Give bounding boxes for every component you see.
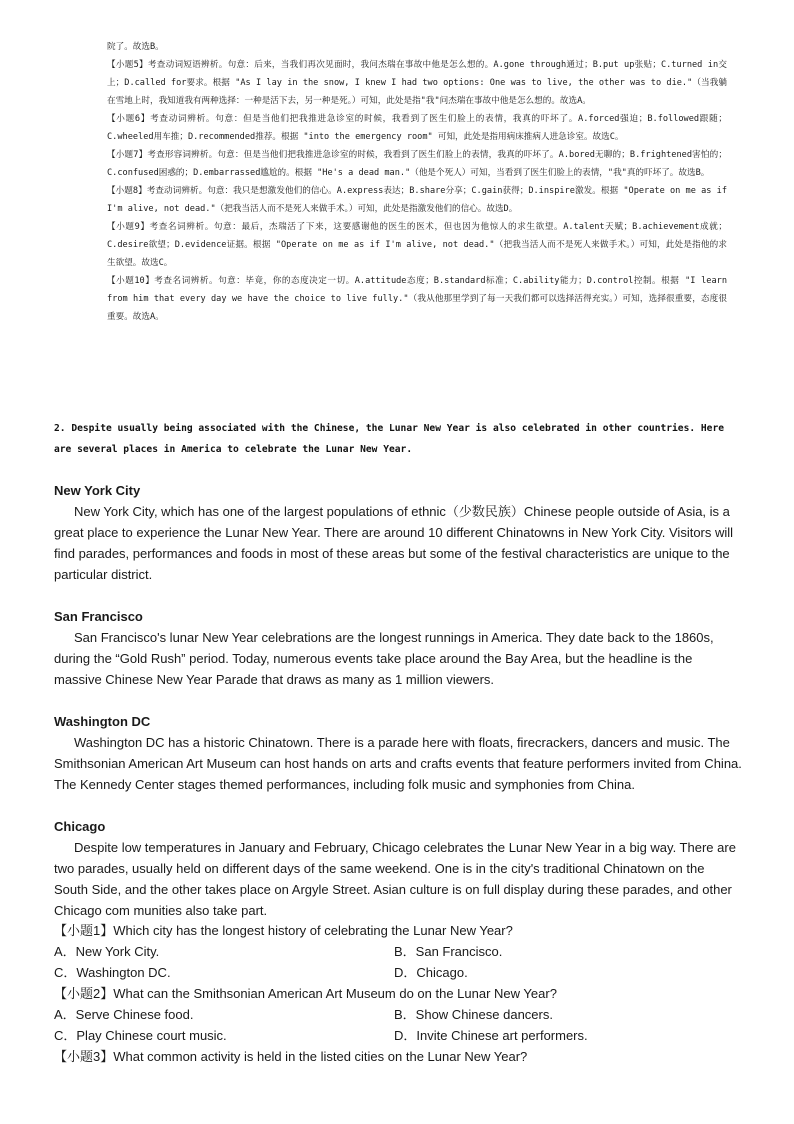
option-a: A．Serve Chinese food. xyxy=(54,1007,194,1022)
option-b: B．Show Chinese dancers. xyxy=(394,1007,553,1022)
question-stem: 【小题1】Which city has the longest history of celebrating the Lunar New Year? xyxy=(54,923,513,938)
explanation-paragraph: 【小题7】考查形容词辨析。句意：但是当他们把我推进急诊室的时候，我看到了医生们脸上的表情，我真的吓坏了。A.bored无聊的；B.frightened害怕的；C.confused困惑的；D.embarrassed尴尬的。根据 "He's a dead man."（他是个死人）可知，当看到了医生们脸上的表情，"我"真的吓坏了。故选B。 xyxy=(107,150,727,178)
passage-intro xyxy=(54,418,744,460)
question-stem: 【小题2】What can the Smithsonian American Art Museum do on the Lunar New Year? xyxy=(54,986,557,1001)
option-row xyxy=(54,1025,742,1046)
option-d: D．Chicago. xyxy=(394,965,468,980)
section-new-york xyxy=(54,480,742,585)
option-d: D．Invite Chinese art performers. xyxy=(394,1028,588,1043)
option-row xyxy=(54,962,742,983)
section-washington-dc xyxy=(54,711,742,795)
explanation-paragraph: 【小题6】考查动词辨析。句意：但是当他们把我推进急诊室的时候，我看到了医生们脸上的表情，我真的吓坏了。A.forced强迫；B.followed跟随；C.wheeled用车推；D.recommended推荐。根据 "into the emergency room" 可知，此处是指用病床推病人进急诊室。故选C。 xyxy=(107,114,727,142)
passage-intro-text: 2. Despite usually being associated with the Chinese, the Lunar New Year is also celebrated in other countries. Here are several places in America to celebrate the Lunar New Year. xyxy=(54,423,725,455)
explanation-paragraph: 【小题5】考查动词短语辨析。句意：后来，当我们再次见面时，我问杰瑞在事故中他是怎么想的。A.gone through通过；B.put up张贴；C.turned in交上；D.called for要求。根据 "As I lay in the snow, I knew I had two options: One was to live, the other was to die."（当我躺在雪地上时，我知道我有两种选择：一种是活下去，另一种是死。）可知，此处是指"我"问杰瑞在事故中他是怎么想的。故选A。 xyxy=(107,60,727,106)
section-title: Washington DC xyxy=(54,714,151,729)
option-b: B．San Francisco. xyxy=(394,944,503,959)
explanation-paragraph: 院了。故选B。 xyxy=(107,42,164,52)
section-san-francisco xyxy=(54,606,742,690)
explanation-paragraph: 【小题8】考查动词辨析。句意：我只是想激发他们的信心。A.express表达；B.share分享；C.gain获得；D.inspire激发。根据 "Operate on me as if I'm alive, not dead."（把我当活人而不是死人来做手术。）可知，此处是指激发他们的信心。故选D。 xyxy=(107,186,727,214)
option-row xyxy=(54,1004,742,1025)
option-c: C．Washington DC. xyxy=(54,965,171,980)
question-list xyxy=(54,920,742,1067)
section-title: San Francisco xyxy=(54,609,143,624)
question-stem: 【小题3】What common activity is held in the listed cities on the Lunar New Year? xyxy=(54,1049,528,1064)
section-paragraph: New York City, which has one of the largest populations of ethnic（少数民族）Chinese people outside of Asia, is a great place to experience the Lunar New Year. There are around 10 different Chinatowns in New York City. Visitors will find parades, performances and foods in most of these areas but some of the festival characteristics are unique to the particular district. xyxy=(54,504,734,582)
option-a: A．New York City. xyxy=(54,944,160,959)
answer-explanations xyxy=(107,38,727,326)
section-chicago xyxy=(54,816,742,921)
section-paragraph: San Francisco's lunar New Year celebrations are the longest runnings in America. They date back to the 1860s, during the “Gold Rush” period. Today, numerous events take place around the Bay Area, but the headline is the massive Chinese New Year Parade that draws as many as 1 million viewers. xyxy=(54,630,714,687)
section-title: Chicago xyxy=(54,819,106,834)
explanation-paragraph: 【小题10】考查名词辨析。句意：毕竟，你的态度决定一切。A.attitude态度；B.standard标准；C.ability能力；D.control控制。根据 "I learn from him that every day we have the choice to live fully."（我从他那里学到了每一天我们都可以选择活得充实。）可知，选择很重要，态度很重要。故选A。 xyxy=(107,276,727,322)
explanation-paragraph: 【小题9】考查名词辨析。句意：最后，杰瑞活了下来，这要感谢他的医生的医术，但也因为他惊人的求生欲望。A.talent天赋；B.achievement成就；C.desire欲望；D.evidence证据。根据 "Operate on me as if I'm alive, not dead."（把我当活人而不是死人来做手术。）可知，此处是指他的求生欲望。故选C。 xyxy=(107,222,727,268)
section-paragraph: Despite low temperatures in January and February, Chicago celebrates the Lunar New Year in a big way. There are two parades, usually held on different days of the same weekend. One is in the city's traditional Chinatown on the South Side, and the other takes place on Argyle Street. Asian culture is on full display during these parades, and other Chicago com munities also take part. xyxy=(54,840,736,918)
section-paragraph: Washington DC has a historic Chinatown. There is a parade here with floats, firecrackers, dancers and music. The Smithsonian American Art Museum can host hands on arts and crafts events that feature performers invited from China. The Kennedy Center stages themed performances, including folk music and symphonies from China. xyxy=(54,735,742,792)
section-title: New York City xyxy=(54,483,141,498)
option-row xyxy=(54,941,742,962)
option-c: C．Play Chinese court music. xyxy=(54,1028,227,1043)
